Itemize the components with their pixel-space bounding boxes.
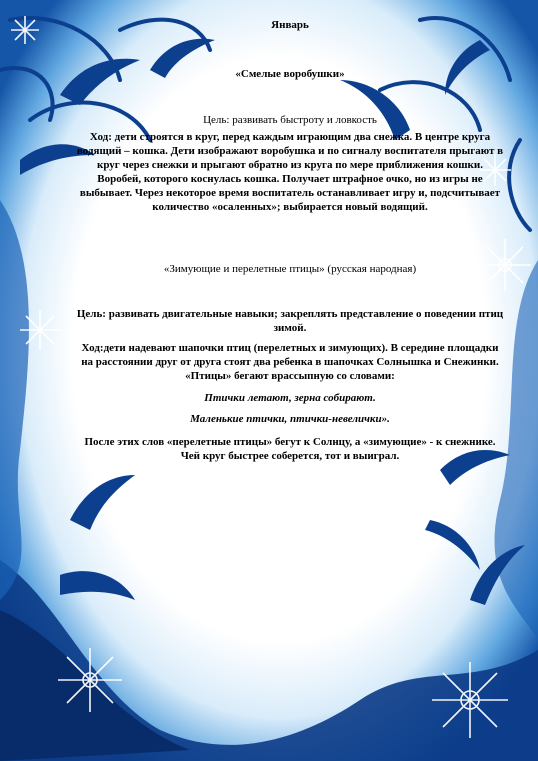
game2-goal: Цель: развивать двигательные навыки; закреплять представление о поведении птиц зимой. [76,308,504,334]
game2-verse1: Птички летают, зерна собирают. [204,392,376,404]
game1-goal: Цель: развивать быстроту и ловкость [203,114,377,126]
game2-verse2: Маленькие птички, птички-невелички». [190,413,390,425]
game1-title: «Смелые воробушки» [235,68,345,80]
game2-ending: После этих слов «перелетные птицы» бегут к Солнцу, а «зимующие» - к снежнике. Чей круг быстрее соберется, тот и выиграл. [84,436,496,462]
month-heading: Январь [271,19,309,31]
game2-description: Ход:дети надевают шапочки птиц (перелетных и зимующих). В середине площадки на расстоянии друг от друга стоят два ребенка в шапочках Солнышка и Снежинки. «Птицы» бегают врассыпную со словами: [81,342,499,382]
game1-description: Ход: дети строятся в круг, перед каждым играющим два снежка. В центре круга водящий – кошка. Дети изображают воробушка и по сигналу воспитателя прыгают в круг через снежки и прыгают обратно из круга по мере приближения кошки. Воробей, которого коснулась кошка. Получает штрафное очко, но из игры не выбывает. Через некоторое время воспитатель останавливает игру и, подсчитывает количество «осаленных»; выбирается новый водящий. [76,131,504,213]
game2-title: «Зимующие и перелетные птицы» (русская народная) [163,263,417,275]
